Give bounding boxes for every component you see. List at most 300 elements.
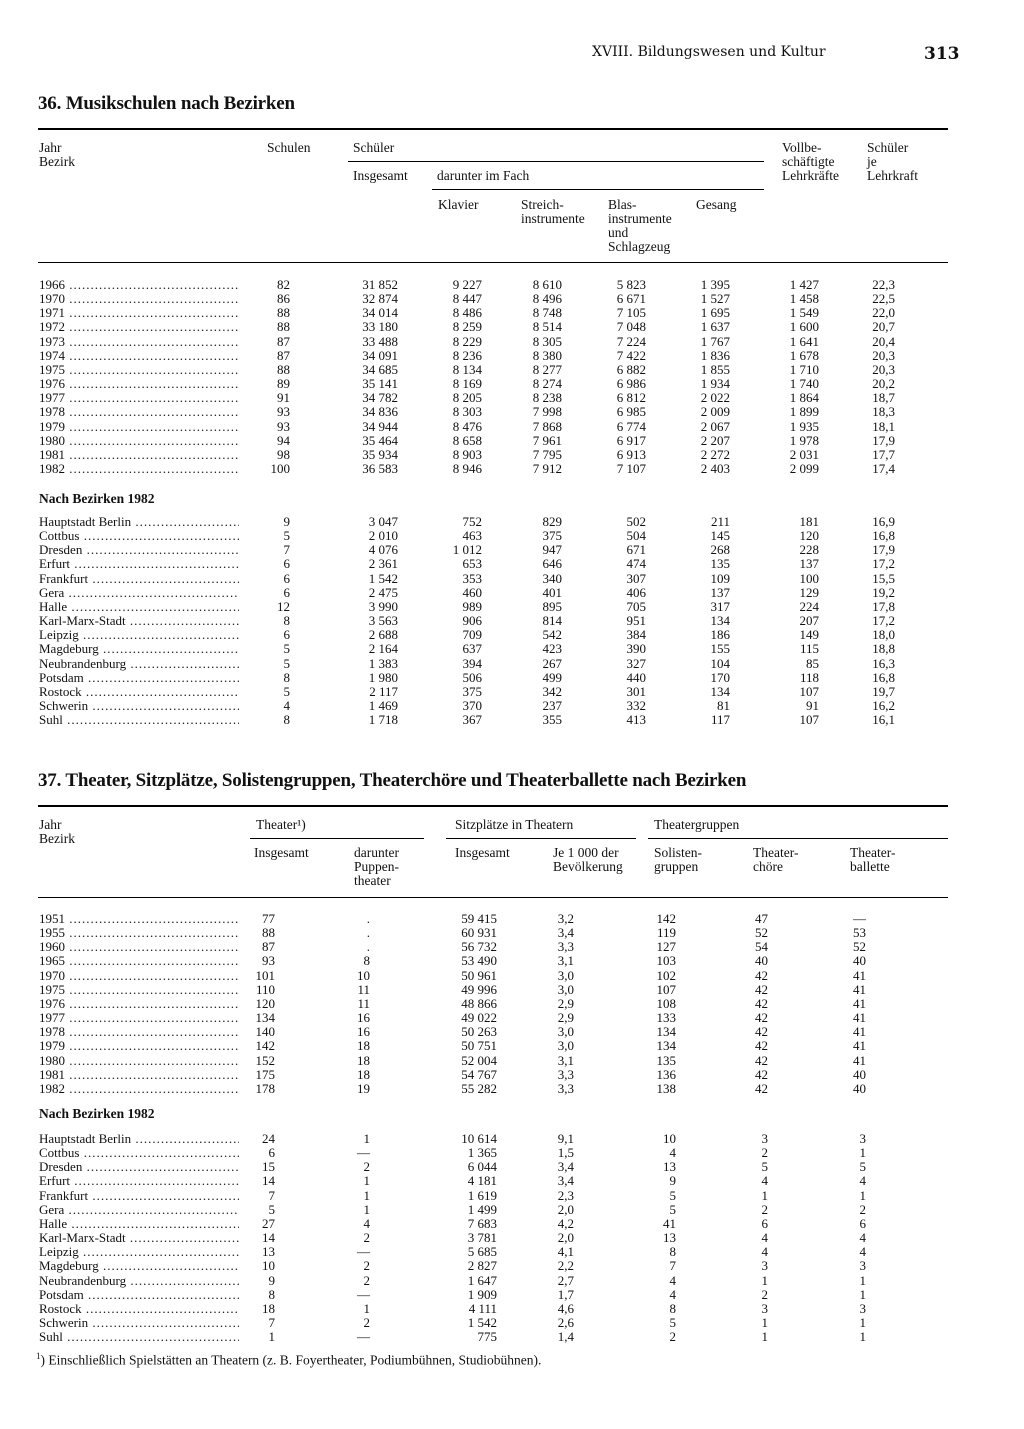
t37-year-row	[0, 1038, 1000, 1052]
t36-bezirk-label: Hauptstadt Berlin .....	[39, 514, 239, 530]
t37-year-cell: 138	[656, 1080, 676, 1096]
t37-bezirk-cell: 2	[669, 1329, 676, 1345]
t37-year-cell: 108	[656, 995, 676, 1011]
t37-year-label: 1982 .....	[39, 1081, 239, 1097]
t36-year-cell: 88	[277, 319, 290, 335]
t36-bezirk-cell: 2 361	[368, 556, 398, 572]
t37-bezirk-cell: 4	[761, 1173, 768, 1189]
t36-year-cell: 6 774	[616, 418, 646, 434]
t37-bezirk-row	[0, 1188, 1000, 1202]
t36-year-cell: 2 031	[789, 446, 819, 462]
t36-year-label: 1977 .....	[39, 390, 239, 406]
t37-bezirk-row	[0, 1173, 1000, 1187]
t37-year-cell: 175	[255, 1066, 275, 1082]
t37-year-cell: 102	[656, 967, 676, 983]
t37-bezirk-cell: 3	[859, 1131, 866, 1146]
t37-year-cell: 134	[656, 1038, 676, 1054]
t37-year-cell: 42	[755, 995, 768, 1011]
t37-year-label: 1978 .....	[39, 1024, 239, 1040]
t36-bezirk-label: Suhl .....	[39, 712, 239, 728]
t36-bezirk-cell: 16,8	[872, 528, 895, 544]
t36-year-cell: 8 277	[532, 361, 562, 377]
t37-bezirk-cell: 3 781	[467, 1230, 497, 1246]
t37-year-cell: 59 415	[461, 911, 497, 926]
t36-year-cell: 1 458	[789, 291, 819, 307]
t37-year-label: 1955 .....	[39, 925, 239, 941]
t36-bezirk-row	[0, 613, 1000, 627]
t36-bezirk-label: Cottbus .....	[39, 528, 239, 544]
t36-year-cell: 7 048	[616, 319, 646, 335]
t36-year-row	[0, 362, 1000, 376]
t37-bezirk-cell: 13	[262, 1244, 275, 1260]
t36-year-cell: 8 514	[532, 319, 562, 335]
t36-year-cell: 34 782	[362, 390, 398, 406]
t36-year-cell: 8 903	[452, 446, 482, 462]
t36-bezirk-cell: 502	[626, 514, 646, 529]
t37-bezirk-row	[0, 1301, 1000, 1315]
t36-year-cell: 100	[270, 460, 290, 476]
t37-bezirk-cell: 9,1	[557, 1131, 574, 1146]
t37-head-insg2: Insgesamt	[455, 845, 510, 860]
t37-bezirk-label: Suhl .....	[39, 1329, 239, 1345]
t36-bezirk-cell: 301	[626, 683, 646, 699]
t37-bezirk-cell: 1 647	[467, 1272, 497, 1288]
t36-head-jahr: Jahr Bezirk	[39, 140, 75, 169]
t36-bezirk-cell: 637	[462, 641, 482, 657]
t37-bezirk-cell: 7 683	[467, 1215, 497, 1231]
t37-year-cell: 18	[357, 1038, 370, 1054]
t36-bezirk-cell: 186	[710, 627, 730, 643]
t37-bezirk-cell: 8	[669, 1244, 676, 1260]
t36-year-cell: 93	[277, 404, 290, 420]
t37-year-cell: 142	[656, 911, 676, 926]
t37-year-cell: 52	[755, 925, 768, 941]
t36-bezirk-cell: 170	[710, 669, 730, 685]
t37-bezirk-row	[0, 1145, 1000, 1159]
t36-year-label: 1982 .....	[39, 461, 239, 477]
t36-bezirk-cell: 327	[626, 655, 646, 671]
t36-bezirk-cell: 155	[710, 641, 730, 657]
t36-year-cell: 86	[277, 291, 290, 307]
t36-bezirk-cell: 17,2	[872, 613, 895, 629]
t37-bezirk-cell: 4	[669, 1145, 676, 1161]
t37-bezirk-cell: 1	[363, 1187, 370, 1203]
t36-bezirk-cell: 440	[626, 669, 646, 685]
t37-bezirk-label: Cottbus .....	[39, 1145, 239, 1161]
t37-bezirk-cell: 1 365	[467, 1145, 497, 1161]
t37-year-cell: 178	[255, 1080, 275, 1096]
t37-year-label: 1979 .....	[39, 1038, 239, 1054]
t36-bezirk-cell: 375	[462, 683, 482, 699]
t37-bezirk-label: Schwerin .....	[39, 1315, 239, 1331]
t37-bezirk-cell: 1,7	[557, 1286, 574, 1302]
t37-bezirk-cell: 1	[859, 1187, 866, 1203]
t37-bezirk-label: Hauptstadt Berlin .....	[39, 1131, 239, 1147]
t37-year-cell: 54	[755, 939, 768, 955]
t36-year-cell: 8 303	[452, 404, 482, 420]
t36-bezirk-label: Dresden .....	[39, 542, 239, 558]
t36-bezirk-cell: 6	[283, 627, 290, 643]
t37-bezirk-cell: 15	[262, 1159, 275, 1175]
t37-bezirk-cell: 2	[761, 1201, 768, 1217]
t36-bezirk-cell: 406	[626, 584, 646, 600]
t36-bezirk-cell: 17,9	[872, 542, 895, 558]
t36-bezirk-cell: 6	[283, 570, 290, 586]
t37-head-insg1: Insgesamt	[254, 845, 309, 860]
t36-year-cell: 8 134	[452, 361, 482, 377]
t36-bezirk-cell: 906	[462, 613, 482, 629]
t37-year-cell: 3,3	[557, 1080, 574, 1096]
t36-year-cell: 34 091	[362, 347, 398, 363]
t36-year-cell: 8 476	[452, 418, 482, 434]
t36-subheading: Nach Bezirken 1982	[39, 491, 155, 506]
t37-bezirk-cell: 4 111	[468, 1300, 497, 1316]
t37-year-cell: 52 004	[461, 1052, 497, 1068]
t37-bezirk-cell: —	[357, 1244, 370, 1260]
t37-bezirk-cell: 1	[859, 1272, 866, 1288]
t37-year-cell: 41	[853, 981, 866, 997]
t37-bezirk-cell: 13	[663, 1159, 676, 1175]
t36-bezirk-cell: 340	[542, 570, 562, 586]
t37-year-row	[0, 939, 1000, 953]
t37-year-cell: 41	[853, 967, 866, 983]
t37-bezirk-cell: 1	[268, 1329, 275, 1345]
t36-bezirk-label: Schwerin .....	[39, 698, 239, 714]
t36-bezirk-cell: 5	[283, 683, 290, 699]
t37-year-cell: 50 751	[461, 1038, 497, 1054]
t36-year-cell: 8 748	[532, 305, 562, 321]
t36-year-label: 1975 .....	[39, 362, 239, 378]
t36-year-cell: 34 014	[362, 305, 398, 321]
t36-year-cell: 20,3	[872, 361, 895, 377]
t36-bezirk-cell: 3 990	[368, 598, 398, 614]
t37-year-cell: .	[366, 939, 370, 955]
t36-bezirk-cell: 134	[710, 613, 730, 629]
t36-year-cell: 2 022	[700, 390, 730, 406]
t36-bezirk-cell: 895	[542, 598, 562, 614]
t37-bezirk-cell: 4	[363, 1215, 370, 1231]
t36-year-cell: 17,4	[872, 460, 895, 476]
t37-bezirk-cell: 1	[859, 1286, 866, 1302]
t37-bezirk-row	[0, 1315, 1000, 1329]
t37-bezirk-cell: 5	[669, 1187, 676, 1203]
footnote-text: Einschließlich Spielstätten an Theatern (z. B. Foyertheater, Podiumbühnen, Studiobühnen).	[48, 1352, 542, 1368]
t37-year-cell: 42	[755, 1052, 768, 1068]
t36-bezirk-label: Frankfurt .....	[39, 571, 239, 587]
t36-year-cell: 2 067	[700, 418, 730, 434]
t36-year-cell: 6 913	[616, 446, 646, 462]
t36-year-cell: 1 899	[789, 404, 819, 420]
t36-bezirk-cell: 18,0	[872, 627, 895, 643]
t37-bezirk-label: Magdeburg .....	[39, 1258, 239, 1274]
t36-year-cell: 8 486	[452, 305, 482, 321]
t36-year-cell: 18,1	[872, 418, 895, 434]
t36-bezirk-cell: 4 076	[368, 542, 398, 558]
t36-bezirk-cell: 118	[799, 669, 819, 685]
t36-bezirk-cell: 2 688	[368, 627, 398, 643]
t37-year-cell: 49 022	[461, 1010, 497, 1026]
t36-bezirk-cell: 149	[799, 627, 819, 643]
t36-year-cell: 89	[277, 376, 290, 392]
t37-year-cell: 88	[262, 925, 275, 941]
t36-bezirk-cell: 307	[626, 570, 646, 586]
t36-head-jelk: Schüler je Lehrkraft	[867, 140, 918, 183]
t37-year-cell: 2,9	[557, 1010, 574, 1026]
t36-year-cell: 7 868	[532, 418, 562, 434]
t36-bezirk-cell: 19,2	[872, 584, 895, 600]
t37-bezirk-cell: 2,2	[557, 1258, 574, 1274]
t36-year-label: 1978 .....	[39, 404, 239, 420]
t36-bezirk-cell: 134	[710, 683, 730, 699]
t36-bezirk-cell: 120	[799, 528, 819, 544]
t37-bezirk-cell: 1	[761, 1187, 768, 1203]
t37-bezirk-cell: 1	[363, 1131, 370, 1146]
t37-year-row	[0, 982, 1000, 996]
t37-head-je1000: Je 1 000 der Bevölkerung	[553, 845, 623, 874]
t36-bezirk-cell: 1 718	[368, 712, 398, 728]
t36-year-cell: 87	[277, 347, 290, 363]
t37-year-cell: 40	[755, 953, 768, 969]
t37-year-cell: 127	[656, 939, 676, 955]
t36-year-cell: 6 986	[616, 376, 646, 392]
t36-bezirk-cell: 8	[283, 712, 290, 728]
t37-year-cell: 18	[357, 1066, 370, 1082]
t36-bezirk-cell: 16,1	[872, 712, 895, 728]
t37-year-cell: 140	[255, 1024, 275, 1040]
t37-year-cell: 48 866	[461, 995, 497, 1011]
t36-bezirk-row	[0, 641, 1000, 655]
t36-bezirk-cell: 104	[710, 655, 730, 671]
t37-bezirk-cell: 3	[761, 1131, 768, 1146]
t36-bezirk-cell: 413	[626, 712, 646, 728]
t36-year-row	[0, 291, 1000, 305]
t36-year-cell: 20,4	[872, 333, 895, 349]
t36-bezirk-cell: 237	[542, 697, 562, 713]
t36-year-cell: 7 107	[616, 460, 646, 476]
t36-year-cell: 22,3	[872, 277, 895, 292]
t36-bezirk-row	[0, 627, 1000, 641]
t36-year-cell: 9 227	[452, 277, 482, 292]
t36-year-row	[0, 334, 1000, 348]
t37-bezirk-label: Dresden .....	[39, 1159, 239, 1175]
t37-year-cell: 3,3	[557, 1066, 574, 1082]
t37-year-row	[0, 911, 1000, 925]
t37-bezirk-cell: 10 614	[461, 1131, 497, 1146]
t37-bezirk-cell: 2,0	[557, 1201, 574, 1217]
t36-bezirk-cell: 17,2	[872, 556, 895, 572]
t37-bezirk-row	[0, 1258, 1000, 1272]
t36-bezirk-cell: 463	[462, 528, 482, 544]
t37-year-cell: 40	[853, 953, 866, 969]
t37-year-cell: 134	[255, 1010, 275, 1026]
t36-bezirk-cell: 653	[462, 556, 482, 572]
t36-bezirk-cell: 2 164	[368, 641, 398, 657]
t37-year-cell: 42	[755, 967, 768, 983]
t36-bezirk-cell: 16,9	[872, 514, 895, 529]
t37-bezirk-label: Rostock .....	[39, 1301, 239, 1317]
t37-bezirk-cell: 2	[761, 1145, 768, 1161]
t36-year-cell: 7 912	[532, 460, 562, 476]
t36-bezirk-cell: 267	[542, 655, 562, 671]
t36-bezirk-label: Karl-Marx-Stadt .....	[39, 613, 239, 629]
t37-year-cell: 53 490	[461, 953, 497, 969]
t37-bezirk-cell: 24	[262, 1131, 275, 1146]
t37-bezirk-cell: 4,6	[557, 1300, 574, 1316]
t36-bezirk-cell: 355	[542, 712, 562, 728]
t37-year-cell: 3,0	[557, 967, 574, 983]
t37-bezirk-cell: 2	[363, 1230, 370, 1246]
t37-bezirk-cell: 2	[363, 1314, 370, 1330]
t37-bezirk-cell: 2 827	[467, 1258, 497, 1274]
table-36-title: 36. Musikschulen nach Bezirken	[38, 93, 295, 114]
t36-bezirk-cell: 8	[283, 669, 290, 685]
t36-year-cell: 20,3	[872, 347, 895, 363]
t37-year-cell: 87	[262, 939, 275, 955]
t37-year-cell: 56 732	[461, 939, 497, 955]
t36-year-cell: 1 641	[789, 333, 819, 349]
t37-year-row	[0, 1010, 1000, 1024]
t36-year-cell: 1 549	[789, 305, 819, 321]
t37-year-cell: 3,2	[557, 911, 574, 926]
t37-head-gruppen: Theatergruppen	[654, 817, 740, 832]
t37-subheading: Nach Bezirken 1982	[39, 1106, 155, 1121]
t37-bezirk-cell: 2,7	[557, 1272, 574, 1288]
t36-year-cell: 5 823	[616, 277, 646, 292]
t36-year-cell: 8 238	[532, 390, 562, 406]
t36-year-label: 1966 .....	[39, 277, 239, 293]
t36-head-streich: Streich- instrumente	[521, 197, 585, 226]
t36-year-row	[0, 305, 1000, 319]
t37-bezirk-label: Gera .....	[39, 1202, 239, 1218]
t36-bezirk-cell: 814	[542, 613, 562, 629]
t36-year-cell: 1 864	[789, 390, 819, 406]
t36-bezirk-cell: 129	[799, 584, 819, 600]
t36-year-label: 1980 .....	[39, 433, 239, 449]
t36-year-cell: 34 944	[362, 418, 398, 434]
t36-year-cell: 1 934	[700, 376, 730, 392]
t37-year-cell: 52	[853, 939, 866, 955]
t37-year-cell: 60 931	[461, 925, 497, 941]
table-37-title: 37. Theater, Sitzplätze, Solistengruppen, Theaterchöre und Theaterballette nach Bezirken	[38, 770, 747, 791]
t36-year-cell: 22,0	[872, 305, 895, 321]
t36-year-cell: 93	[277, 418, 290, 434]
t37-year-cell: 41	[853, 1038, 866, 1054]
t36-bezirk-cell: 951	[626, 613, 646, 629]
t36-year-cell: 33 180	[362, 319, 398, 335]
t37-bezirk-cell: 6	[268, 1145, 275, 1161]
t37-bezirk-cell: 5	[268, 1201, 275, 1217]
t36-year-cell: 8 169	[452, 376, 482, 392]
t37-bezirk-cell: 4,2	[557, 1215, 574, 1231]
t37-bezirk-cell: 3,4	[557, 1173, 574, 1189]
t36-bezirk-cell: 109	[710, 570, 730, 586]
t37-year-cell: 16	[357, 1010, 370, 1026]
t37-year-cell: 11	[357, 981, 370, 997]
t36-year-cell: 35 141	[362, 376, 398, 392]
t36-bezirk-cell: 211	[710, 514, 730, 529]
t36-year-cell: 8 259	[452, 319, 482, 335]
t36-year-cell: 7 961	[532, 432, 562, 448]
t37-head-theater: Theater¹)	[256, 817, 306, 832]
t36-bezirk-cell: 6	[283, 584, 290, 600]
t37-year-cell: 42	[755, 981, 768, 997]
t36-bezirk-label: Gera .....	[39, 585, 239, 601]
t37-year-row	[0, 953, 1000, 967]
t37-bezirk-label: Karl-Marx-Stadt .....	[39, 1230, 239, 1246]
t37-bezirk-cell: 14	[262, 1173, 275, 1189]
t36-bezirk-cell: 137	[710, 584, 730, 600]
t36-bezirk-cell: 224	[799, 598, 819, 614]
t36-head-klavier: Klavier	[438, 197, 479, 212]
t37-bezirk-cell: 1	[363, 1201, 370, 1217]
t37-bezirk-cell: 8	[268, 1286, 275, 1302]
t36-year-cell: 36 583	[362, 460, 398, 476]
t37-bezirk-label: Halle .....	[39, 1216, 239, 1232]
t36-bezirk-cell: 506	[462, 669, 482, 685]
t36-bezirk-cell: 646	[542, 556, 562, 572]
t37-bezirk-label: Frankfurt .....	[39, 1188, 239, 1204]
t37-bezirk-cell: 1,5	[557, 1145, 574, 1161]
t36-year-cell: 2 272	[700, 446, 730, 462]
t36-year-label: 1970 .....	[39, 291, 239, 307]
t36-bezirk-cell: 370	[462, 697, 482, 713]
t36-year-row	[0, 447, 1000, 461]
t37-bezirk-cell: 6	[859, 1215, 866, 1231]
t37-bezirk-cell: 775	[477, 1329, 497, 1345]
t37-year-label: 1951 .....	[39, 911, 239, 927]
t37-year-cell: 152	[255, 1052, 275, 1068]
t36-year-row	[0, 433, 1000, 447]
t37-bezirk-cell: 8	[669, 1300, 676, 1316]
t37-year-cell: 41	[853, 995, 866, 1011]
t36-bezirk-cell: 390	[626, 641, 646, 657]
t37-bezirk-row	[0, 1287, 1000, 1301]
t37-bezirk-cell: 6	[761, 1215, 768, 1231]
t36-year-cell: 87	[277, 333, 290, 349]
t36-bezirk-label: Halle .....	[39, 599, 239, 615]
t37-year-cell: 42	[755, 1038, 768, 1054]
t36-bezirk-cell: 9	[283, 514, 290, 529]
t37-bezirk-cell: 2,0	[557, 1230, 574, 1246]
t36-bezirk-cell: 752	[462, 514, 482, 529]
t37-head-sitz: Sitzplätze in Theatern	[455, 817, 574, 832]
t37-year-cell: 103	[656, 953, 676, 969]
t36-year-row	[0, 348, 1000, 362]
t37-bezirk-cell: 9	[669, 1173, 676, 1189]
t37-bezirk-cell: 5	[761, 1159, 768, 1175]
t36-head-blas: Blas- instrumente und Schlagzeug	[608, 197, 672, 254]
t36-bezirk-cell: 829	[542, 514, 562, 529]
t37-year-cell: 54 767	[461, 1066, 497, 1082]
t37-year-cell: 110	[255, 981, 275, 997]
t37-year-cell: 3,0	[557, 1024, 574, 1040]
t36-bezirk-cell: 2 010	[368, 528, 398, 544]
page-number: 313	[924, 44, 960, 64]
t36-year-cell: 1 935	[789, 418, 819, 434]
t37-bezirk-cell: 3	[761, 1300, 768, 1316]
t36-year-row	[0, 419, 1000, 433]
t36-bezirk-cell: 1 012	[452, 542, 482, 558]
t36-bezirk-cell: 2 117	[369, 683, 398, 699]
t37-bezirk-cell: 10	[262, 1258, 275, 1274]
t36-head-gesang: Gesang	[696, 197, 737, 212]
t37-bezirk-cell: 2	[859, 1201, 866, 1217]
t36-year-cell: 88	[277, 305, 290, 321]
t37-head-ballette: Theater- ballette	[850, 845, 896, 874]
t37-bezirk-cell: 4	[669, 1286, 676, 1302]
t37-bezirk-cell: 9	[268, 1272, 275, 1288]
t37-bezirk-label: Erfurt .....	[39, 1173, 239, 1189]
